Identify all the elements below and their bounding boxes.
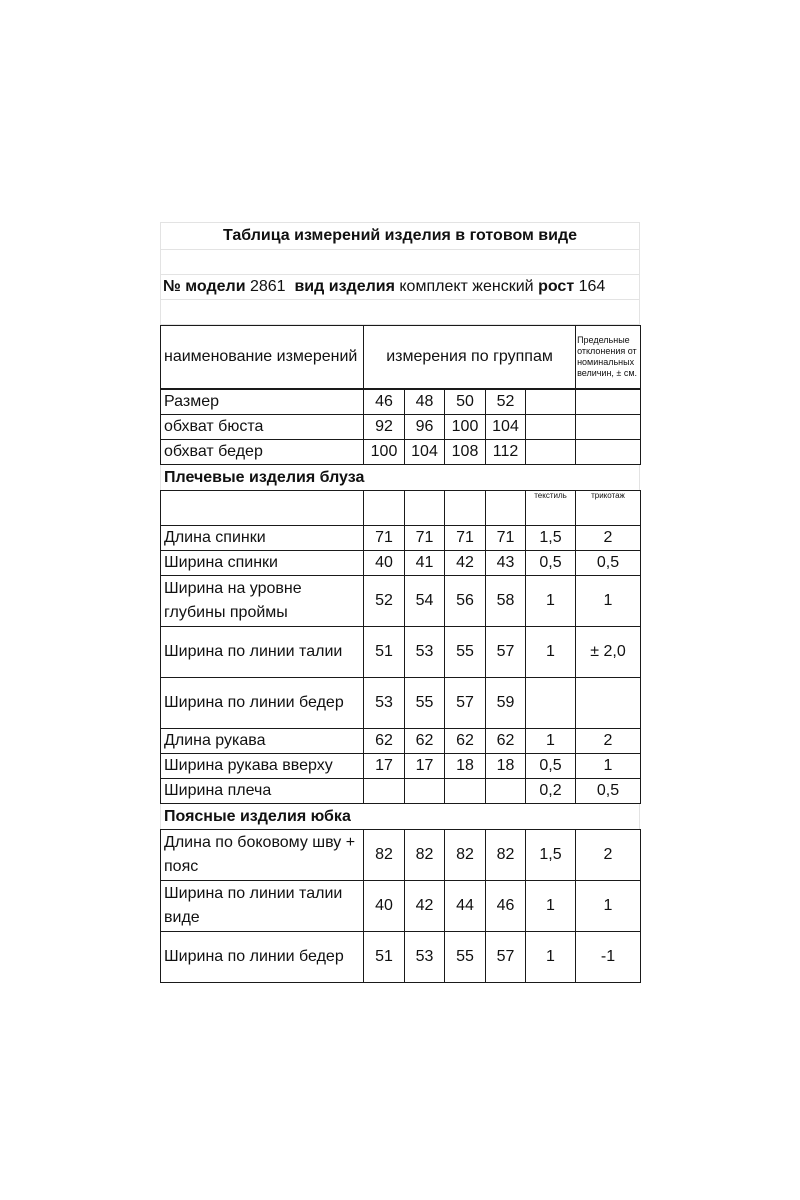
- size-value: 96: [405, 415, 445, 440]
- skirt-table: [160, 829, 641, 983]
- tolerance-knit: 0,5: [576, 779, 641, 804]
- table-row: [161, 932, 641, 983]
- tolerance-knit: 1: [576, 881, 641, 932]
- height-label: рост: [538, 278, 575, 295]
- tolerance-knit: 2: [576, 526, 641, 551]
- size-value: 18: [445, 754, 486, 779]
- blouse-section-title: Плечевые изделия блуза: [160, 465, 640, 490]
- empty-cell: [576, 440, 641, 465]
- model-info-row: [160, 275, 640, 300]
- size-value: 41: [405, 551, 445, 576]
- table-title: Таблица измерений изделия в готовом виде: [160, 222, 640, 250]
- table-row: [161, 415, 641, 440]
- size-value: [486, 779, 526, 804]
- row-label: Ширина спинки: [161, 551, 364, 576]
- size-value: 56: [445, 576, 486, 627]
- size-value: 92: [364, 415, 405, 440]
- tolerance-knit: 1: [576, 754, 641, 779]
- size-value: 82: [445, 830, 486, 881]
- measurement-sheet: [160, 222, 640, 983]
- size-value: 62: [445, 729, 486, 754]
- row-label: Ширина по линии бедер: [161, 678, 364, 729]
- size-value: 17: [364, 754, 405, 779]
- header-row: [161, 326, 641, 389]
- size-value: 82: [486, 830, 526, 881]
- tolerance-textile: 0,5: [526, 551, 576, 576]
- tolerance-knit: 2: [576, 729, 641, 754]
- row-label: Ширина на уровне глубины проймы: [161, 576, 364, 627]
- tolerance-textile: 1: [526, 729, 576, 754]
- size-value: 53: [364, 678, 405, 729]
- header-tolerance-col: Предельные отклонения от номинальных величин, ± см.: [576, 326, 641, 389]
- size-value: [405, 779, 445, 804]
- tol-textile-label: текстиль: [526, 491, 576, 526]
- row-label: Длина спинки: [161, 526, 364, 551]
- size-value: 82: [405, 830, 445, 881]
- size-value: 50: [445, 390, 486, 415]
- table-row: [161, 678, 641, 729]
- size-value: 17: [405, 754, 445, 779]
- tol-knit-label: трикотаж: [576, 491, 641, 526]
- tolerance-textile: [526, 678, 576, 729]
- size-value: 52: [486, 390, 526, 415]
- size-value: 57: [486, 627, 526, 678]
- row-label: Ширина рукава вверху: [161, 754, 364, 779]
- row-label: Ширина по линии талии: [161, 627, 364, 678]
- header-name-col: наименование измерений: [161, 326, 364, 389]
- size-value: 46: [486, 881, 526, 932]
- size-value: 104: [405, 440, 445, 465]
- size-value: 42: [405, 881, 445, 932]
- size-value: 48: [405, 390, 445, 415]
- model-value: 2861: [249, 278, 286, 295]
- tolerance-knit: 0,5: [576, 551, 641, 576]
- size-value: 62: [364, 729, 405, 754]
- tolerance-knit: ± 2,0: [576, 627, 641, 678]
- tolerance-textile: 1,5: [526, 830, 576, 881]
- table-row: [161, 881, 641, 932]
- type-label: вид изделия: [294, 278, 395, 295]
- size-value: 62: [405, 729, 445, 754]
- empty-cell: [161, 491, 364, 526]
- size-value: 71: [486, 526, 526, 551]
- table-row: [161, 526, 641, 551]
- row-label: Длина рукава: [161, 729, 364, 754]
- size-value: 44: [445, 881, 486, 932]
- size-value: 53: [405, 627, 445, 678]
- size-value: 18: [486, 754, 526, 779]
- row-label: Ширина по линии талии виде: [161, 881, 364, 932]
- tolerance-subheader-row: [161, 491, 641, 526]
- tolerance-textile: 0,2: [526, 779, 576, 804]
- empty-cell: [445, 491, 486, 526]
- tolerance-textile: 1: [526, 932, 576, 983]
- size-value: 82: [364, 830, 405, 881]
- tolerance-knit: 2: [576, 830, 641, 881]
- size-value: 71: [405, 526, 445, 551]
- tolerance-textile: 1: [526, 627, 576, 678]
- base-measurements-table: [160, 389, 641, 465]
- size-value: 46: [364, 390, 405, 415]
- size-value: 100: [445, 415, 486, 440]
- table-row: [161, 729, 641, 754]
- size-value: 55: [445, 932, 486, 983]
- size-value: 59: [486, 678, 526, 729]
- empty-cell: [526, 440, 576, 465]
- table-row: [161, 440, 641, 465]
- table-row: [161, 390, 641, 415]
- size-value: 54: [405, 576, 445, 627]
- model-label: № модели: [163, 278, 246, 295]
- row-label: Размер: [161, 390, 364, 415]
- size-value: 55: [445, 627, 486, 678]
- size-value: 108: [445, 440, 486, 465]
- tolerance-knit: [576, 678, 641, 729]
- empty-cell: [576, 390, 641, 415]
- size-value: 71: [445, 526, 486, 551]
- size-value: 62: [486, 729, 526, 754]
- table-row: [161, 576, 641, 627]
- size-value: [445, 779, 486, 804]
- row-label: обхват бюста: [161, 415, 364, 440]
- size-value: [364, 779, 405, 804]
- size-value: 53: [405, 932, 445, 983]
- empty-cell: [364, 491, 405, 526]
- type-value: комплект женский: [399, 278, 534, 295]
- size-value: 40: [364, 881, 405, 932]
- blouse-table: [160, 490, 641, 804]
- tolerance-knit: -1: [576, 932, 641, 983]
- empty-cell: [526, 415, 576, 440]
- row-label: Длина по боковому шву + пояс: [161, 830, 364, 881]
- spacer: [160, 250, 640, 275]
- skirt-section-title: Поясные изделия юбка: [160, 804, 640, 829]
- tolerance-textile: 1: [526, 576, 576, 627]
- table-row: [161, 551, 641, 576]
- measurement-table-header: [160, 325, 641, 389]
- size-value: 40: [364, 551, 405, 576]
- size-value: 112: [486, 440, 526, 465]
- size-value: 57: [445, 678, 486, 729]
- table-row: [161, 779, 641, 804]
- table-row: [161, 627, 641, 678]
- table-row: [161, 830, 641, 881]
- size-value: 42: [445, 551, 486, 576]
- tolerance-knit: 1: [576, 576, 641, 627]
- tolerance-textile: 1: [526, 881, 576, 932]
- header-groups-col: измерения по группам: [364, 326, 576, 389]
- size-value: 55: [405, 678, 445, 729]
- empty-cell: [486, 491, 526, 526]
- empty-cell: [576, 415, 641, 440]
- row-label: Ширина плеча: [161, 779, 364, 804]
- size-value: 71: [364, 526, 405, 551]
- empty-cell: [405, 491, 445, 526]
- size-value: 100: [364, 440, 405, 465]
- spacer: [160, 300, 640, 325]
- tolerance-textile: 0,5: [526, 754, 576, 779]
- size-value: 51: [364, 627, 405, 678]
- size-value: 57: [486, 932, 526, 983]
- row-label: обхват бедер: [161, 440, 364, 465]
- size-value: 51: [364, 932, 405, 983]
- size-value: 104: [486, 415, 526, 440]
- size-value: 52: [364, 576, 405, 627]
- row-label: Ширина по линии бедер: [161, 932, 364, 983]
- height-value: 164: [578, 278, 606, 295]
- size-value: 43: [486, 551, 526, 576]
- size-value: 58: [486, 576, 526, 627]
- tolerance-textile: 1,5: [526, 526, 576, 551]
- empty-cell: [526, 390, 576, 415]
- table-row: [161, 754, 641, 779]
